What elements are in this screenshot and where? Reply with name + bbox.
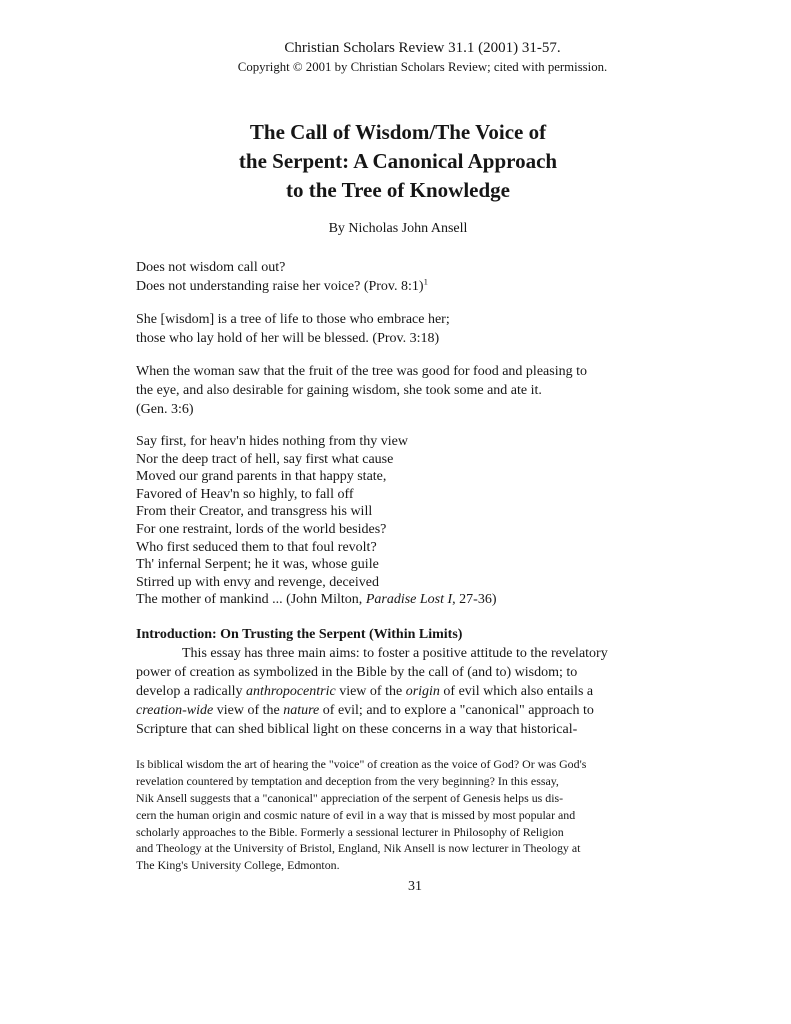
article-title: The Call of Wisdom/The Voice of the Serpent: A Canonical Approach to the Tree of Knowledge bbox=[238, 120, 558, 202]
journal-header bbox=[27, 39, 791, 76]
epigraph-genesis-3-6: When the woman saw that the fruit of the tree was good for food and pleasing to the eye, and also desirable for gaining wisdom, she took some and ate it. (Gen. 3:6) bbox=[136, 364, 587, 417]
page-number: 31 bbox=[408, 879, 422, 895]
byline: By Nicholas John Ansell bbox=[328, 221, 468, 236]
introduction-paragraph: This essay has three main aims: to foster a positive attitude to the revelatory power of creation as symbolized in the Bible by the call of (and to) wisdom; to develop a radically anthropocentric view of the origin of evil which also entails a creation-wide view of the nature of evil; and to explore a "canonical" approach to Scripture that can shed biblical light on these concerns in a way that historical- bbox=[136, 645, 608, 737]
epigraph-milton-paradise-lost: Say first, for heav'n hides nothing from thy view Nor the deep tract of hell, say first what cause Moved our grand parents in that happy state, Favored of Heav'n so highly, to fall off From their Creator, and transgress his will For one restraint, lords of the world besides? Who first seduced them to that foul revolt? Th' infernal Serpent; he it was, whose guile Stirred up with envy and revenge, deceived The mother of mankind ... (John Milton, Paradise Lost I, 27-36) bbox=[136, 434, 497, 608]
copyright-line: Copyright © 2001 by Christian Scholars Review; cited with permission. bbox=[237, 60, 608, 74]
abstract-footnote: Is biblical wisdom the art of hearing the "voice" of creation as the voice of God? Or was God's revelation countered by temptation and deception from the very beginning? In this essay, Nik Ansell suggests that a "canonical" appreciation of the serpent of Genesis helps us dis- cern the human origin and cosmic nature of evil in a way that is missed by most popular and scholarly approaches to the Bible. Formerly a sessional lecturer in Philosophy of Religion and Theology at the University of Bristol, England, Nik Ansell is now lecturer in Theology at The King's University College, Edmonton. bbox=[136, 756, 587, 873]
epigraph-proverbs-3-18: She [wisdom] is a tree of life to those who embrace her; those who lay hold of her will be blessed. (Prov. 3:18) bbox=[136, 312, 450, 346]
journal-citation: Christian Scholars Review 31.1 (2001) 31-57. bbox=[284, 40, 561, 56]
section-heading-introduction: Introduction: On Trusting the Serpent (Within Limits) bbox=[136, 626, 463, 642]
epigraph-proverbs-8-1: Does not wisdom call out? Does not understanding raise her voice? (Prov. 8:1)$^1$ bbox=[136, 260, 428, 294]
